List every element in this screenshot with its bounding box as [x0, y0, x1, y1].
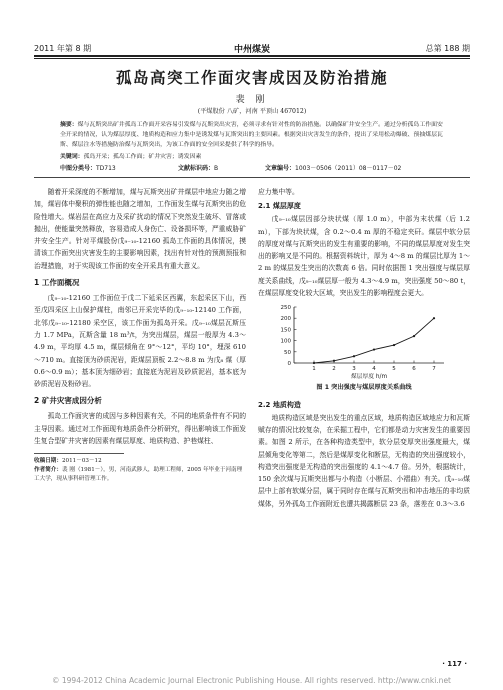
data-point [353, 356, 355, 358]
author-affiliation: (平煤股份 八矿，河南 平顶山 467012) [197, 108, 307, 115]
y-tick-label: 250 [280, 305, 291, 312]
section-1-heading: 1 工作面概况 [34, 278, 80, 288]
x-tick-label: 4 [372, 366, 376, 373]
thickness-intensity-chart [266, 303, 456, 381]
header-rule-thin [34, 58, 470, 59]
abstract [60, 120, 444, 150]
data-point [373, 349, 375, 351]
abstract-label: 摘要： [60, 122, 78, 128]
section-2-2-paragraph: 地质构造区域是突出发生的重点区域，地质构造区域地应力和瓦斯赋存的情况比较复杂，在采掘工程中，它们都是动力灾害发生的重要因素。如图 2 所示，在各种构造类型中，软分层变厚突出强度最大，煤层倾角变化等第二，然后是煤厚变化和断层，无构造的突出强度较小，构造突出强度是无构造的突出强度的 4.1～4.7 倍。另外，根据统计，150 余次煤与瓦斯突出都与小构造（小断层、小褶曲）有关。戊₉₋₁₀煤层中上部有软煤分层，属于同时存在煤与瓦斯突出和冲击地压的非均质煤体，另外孤岛工作面附近也遭共揭露断层 23 条，落差在 0.3～3.6 [258, 413, 470, 508]
y-tick-label: 200 [280, 316, 291, 323]
page-number: · 117 · [442, 660, 467, 668]
figure-1-caption: 图 1 突出强度与煤层厚度关系曲线 [316, 384, 412, 392]
intro-paragraph: 随着开采深度的不断增加，煤与瓦斯突出矿井煤层中地应力随之增加，煤岩体中聚积的弹性能也随之增加，工作面发生煤与瓦斯突出的危险性增大。煤岩层在高应力及采矿扰动的情况下突然发生破坏、冒落或抛出，使能量突然释放，容易造成人身伤亡、设备损坏等，严重威胁矿井安全生产。针对平煤股份戊₉₋₁₀-12160 孤岛工作面的具体情况，摸清该工作面突出灾害发生的主要影响因素，找出有针对性的预测预报和治理措施，对于实现该工作面的安全开采具有重大意义。 [34, 188, 246, 270]
keywords-text: 孤岛开采；孤岛工作面；矿井灾害；诱发因素 [83, 154, 202, 160]
class-number: 中图分类号：TD713 [60, 165, 116, 172]
section-2-paragraph: 孤岛工作面灾害的成因与多种因素有关，不同的地质条件有不同的主导因素。通过对工作面现有地质条件分析研究，得出影响该工作面发生复合型矿井灾害的因素有煤层厚度、地质构造、护巷煤柱、 [34, 412, 246, 446]
footnote-rule [34, 453, 124, 454]
figure-1 [258, 303, 470, 394]
issue-label: 2011 年第 8 期 [34, 44, 92, 53]
journal-name: 中州煤炭 [233, 45, 270, 55]
x-tick-label: 3 [352, 366, 356, 373]
series-line [314, 319, 434, 364]
right-column [258, 186, 470, 510]
doc-code: 文献标识码：B [178, 165, 219, 172]
x-tick-label: 1 [312, 366, 316, 373]
keywords-label: 关键词： [60, 154, 84, 160]
header-rule-thick [34, 55, 470, 57]
section-2-1-paragraph: 戊₉₋₁₀煤层因部分块状煤（厚 1.0 m），中部为末状煤（后 1.2 m），下部为块状煤，含 0.2～0.4 m 厚的不稳定夹矸。煤层中软分层的厚度对煤与瓦斯突出的发生有重要的影响，不同的煤层厚度对发生突出的影响又是不同的。根据资料统计，厚为 4～8 m 的煤层比厚为 1～2 m 的煤层发生突出的次数高 6 倍。同时依据图 1 突出强度与煤层厚度关系曲线，戊₉₋₁₀煤层厚一般为 4.3～4.9 m，突出强度 50～80 t，在煤层厚度变化较大区域，突出发生的影响程度会更大。 [258, 215, 470, 298]
y-tick-label: 0 [287, 361, 291, 368]
section-2-1-heading: 2.1 煤层厚度 [258, 202, 301, 211]
left-column [34, 186, 246, 484]
total-issue-label: 总第 188 期 [425, 44, 470, 53]
copyright-footer: © 1994-2012 China Academic Journal Electronic Publishing House. All rights reserved. http://www.cnki.net [52, 676, 451, 685]
data-point [333, 360, 335, 362]
footnote-author: 作者简介：裴 刚（1981－），男，河南武陟人，助理工程师，2005 年毕业于河南理工大学，现从事科研管理工作。 [34, 467, 243, 483]
continued-paragraph: 应力集中等。 [258, 188, 299, 196]
x-axis-label: 煤层厚度 h/m [350, 374, 388, 381]
data-point [313, 362, 315, 364]
data-point [433, 317, 435, 319]
y-tick-label: 100 [280, 338, 291, 345]
footnote-received: 收稿日期：2011－03－12 [34, 458, 102, 465]
x-tick-label: 7 [432, 366, 436, 373]
x-tick-label: 6 [412, 366, 416, 373]
keywords [60, 153, 444, 162]
abstract-text: 煤与瓦斯突出矿井孤岛工作面开采容易引发煤与瓦斯突出灾害，必须寻求有针对性的防治措施。以确保矿井安全生产。通过分析孤岛工作面安全开采的情况，认为煤层厚度、地质构造和应力集中是诱发煤与瓦斯突出的主要因素。根据突出灾害发生的条件，提出了采用松动爆破、预抽煤层瓦斯、煤层注水等措施防治煤与瓦斯突出，为该工作面的安全回采提供了科学的指导。 [60, 122, 443, 148]
y-tick-label: 50 [284, 350, 291, 357]
x-tick-label: 5 [392, 366, 396, 373]
section-1-paragraph: 戊₉₋₁₀-12160 工作面位于戊二下延采区西翼，东起采区下山，西至戊四采区上山保护煤柱，南邻已开采完毕的戊₉₋₁₀-12140 工作面，北邻戊₉₋₁₀-12180 采空区，该工作面为孤岛开采。戊₉₋₁₀煤层瓦斯压力 1.7 MPa，瓦斯含量 18 m³/t，为突出煤层，煤层一般厚为 4.3～4.9 m，平均厚 4.5 m，煤层倾角在 9°～12°，平均 10°，埋深 610～710 m。直接顶为砂质泥岩，距煤层顶板 2.2～8.8 m 为戊₈ 煤（厚 0.6～0.9 m）；基本顶为细砂岩；直接底为泥岩及砂质泥岩，基本底为砂质泥岩及粉砂岩。 [34, 294, 246, 389]
data-point [393, 344, 395, 346]
running-header [34, 40, 470, 54]
section-2-heading: 2 矿井灾害成因分析 [34, 396, 102, 406]
x-tick-label: 2 [332, 366, 336, 373]
section-2-2-heading: 2.2 地质构造 [258, 400, 301, 409]
article-title: 孤岛高突工作面灾害成因及防治措施 [115, 69, 388, 87]
author-name: 裴 刚 [235, 95, 269, 105]
abstract-rule [34, 177, 470, 178]
article-number: 文章编号：1003－0506（2011）08－0117－02 [265, 165, 402, 172]
y-tick-label: 150 [280, 327, 291, 334]
data-point [413, 335, 415, 337]
classification-line [60, 163, 444, 174]
